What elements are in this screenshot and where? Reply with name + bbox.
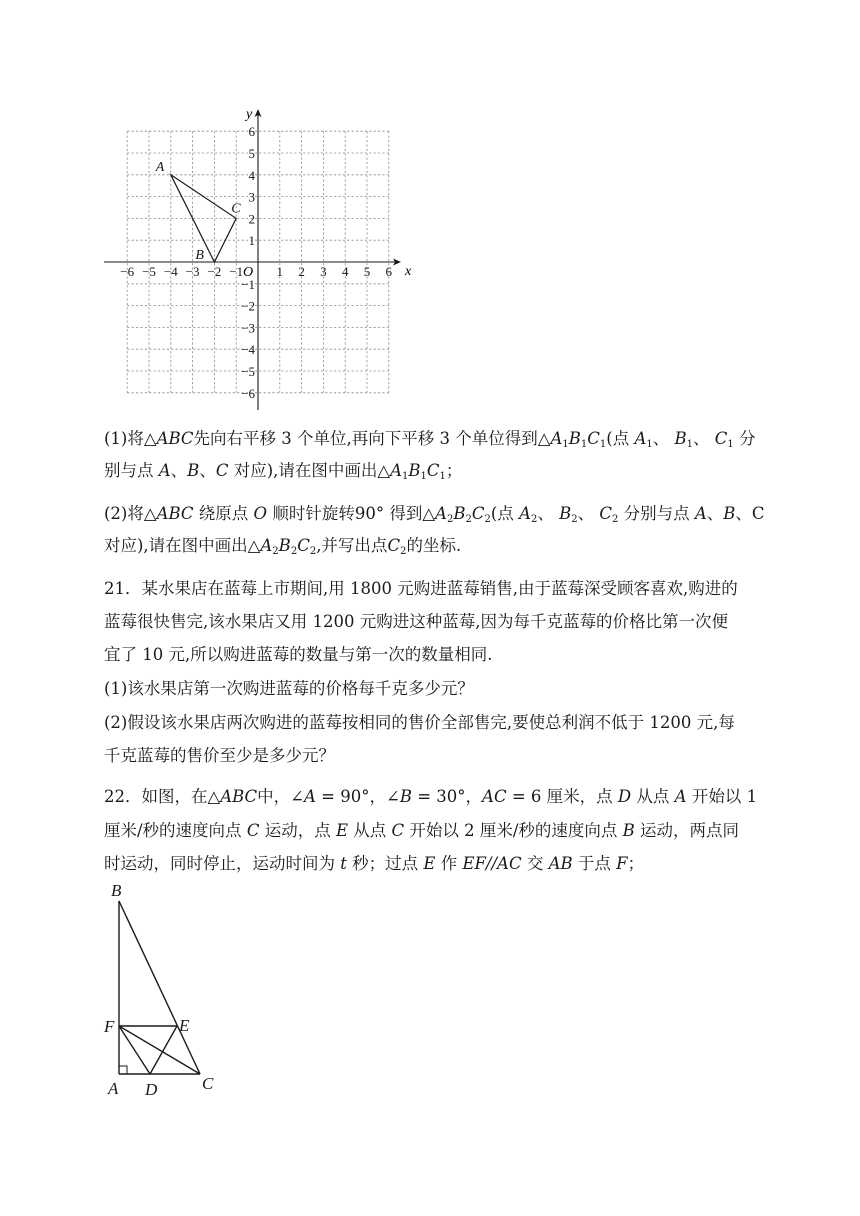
y-tick-label: 4 [248, 167, 255, 183]
y-axis-label: y [246, 107, 253, 122]
x-tick-label: 2 [298, 264, 305, 279]
segment-bc [119, 901, 200, 1074]
y-tick-label: 6 [248, 124, 255, 140]
label-f: F [104, 1017, 115, 1036]
q21-line1: 21．某水果店在蓝莓上市期间,用 1800 元购进蓝莓销售,由于蓝莓深受顾客喜欢,购进的 [104, 579, 738, 598]
q21-sub1: (1)该水果店第一次购进蓝莓的价格每千克多少元？ [104, 679, 474, 698]
q20-part1-line1: (1)将△ABC先向右平移 3 个单位,再向下平移 3 个单位得到$\triangle A_1B_1C_1$(点 $A_1$、 $B_1$、 $C_1$ 分 [104, 429, 756, 450]
x-tick-label: 3 [320, 264, 327, 279]
label-b: B [111, 881, 122, 900]
x-tick-label: −2 [207, 264, 222, 279]
q21-line3: 宜了 10 元,所以购进蓝莓的数量与第一次的数量相同. [104, 645, 493, 664]
y-tick-label: −6 [241, 385, 255, 401]
x-tick-label: 4 [341, 264, 349, 279]
segment-fd [119, 1026, 150, 1074]
q20-part2-line2: 对应),请在图中画出$\triangle A_2B_2C_2$,并写出点$C_2$的坐标. [104, 536, 462, 557]
x-tick-label: −6 [120, 264, 135, 279]
x-axis-label: x [405, 264, 412, 279]
q20-part1-line2: 别与点 A、B、C 对应),请在图中画出$\triangle A_1B_1C_1$； [104, 461, 463, 482]
q20-part2-line1: (2)将△ABC 绕原点 O 顺时针旋转90° 得到$\triangle A_2B_2C_2$(点 $A_2$、 $B_2$、 $C_2$ 分别与点 A、B、C [104, 504, 765, 525]
x-tick-label: −1 [229, 264, 244, 279]
q21-line2: 蓝莓很快售完,该水果店又用 1200 元购进这种蓝莓,因为每千克蓝莓的价格比第一次便 [104, 612, 728, 631]
y-tick-label: 3 [248, 189, 255, 205]
x-tick-label: −3 [185, 264, 200, 279]
right-angle-mark [119, 1066, 127, 1074]
x-tick-label: −4 [163, 264, 178, 279]
label-d: D [145, 1080, 158, 1099]
y-tick-label: −2 [241, 298, 255, 314]
q22-line1: 22．如图，在△ABC中，∠A = 90°，∠B = 30°，AC = 6 厘米，点 D 从点 A 开始以 1 [104, 787, 758, 806]
point-label-b: B [195, 248, 204, 263]
segment-de [150, 1026, 177, 1074]
coordinate-grid-figure [100, 100, 420, 420]
y-tick-label: −4 [241, 342, 255, 358]
point-label-a: A [155, 159, 165, 175]
point-label-c: C [231, 201, 241, 217]
q21-sub2-line2: 千克蓝莓的售价至少是多少元？ [104, 746, 335, 765]
q22-line2: 厘米/秒的速度向点 C 运动，点 E 从点 C 开始以 2 厘米/秒的速度向点 B 运动，两点同 [104, 821, 740, 840]
x-tick-label: 1 [276, 264, 284, 279]
y-tick-label: −5 [241, 364, 255, 379]
x-tick-label: 5 [363, 264, 371, 279]
label-a: A [108, 1079, 119, 1098]
q22-line3: 时运动，同时停止，运动时间为 t 秒；过点 E 作 EF//AC 交 AB 于点 F； [104, 854, 645, 873]
x-tick-label: −5 [142, 264, 156, 279]
label-c: C [202, 1074, 214, 1093]
y-tick-label: −1 [241, 276, 255, 292]
label-e: E [179, 1016, 190, 1035]
y-tick-label: −3 [241, 320, 255, 336]
y-tick-label: 1 [248, 233, 255, 249]
origin-label: O [243, 265, 254, 280]
y-tick-label: 2 [248, 211, 255, 227]
y-tick-label: 5 [248, 146, 255, 161]
x-tick-label: 6 [385, 264, 393, 279]
triangle-figure [100, 875, 230, 1105]
q21-sub2-line1: (2)假设该水果店两次购进的蓝莓按相同的售价全部售完,要使总利润不低于 1200 元,每 [104, 713, 735, 732]
